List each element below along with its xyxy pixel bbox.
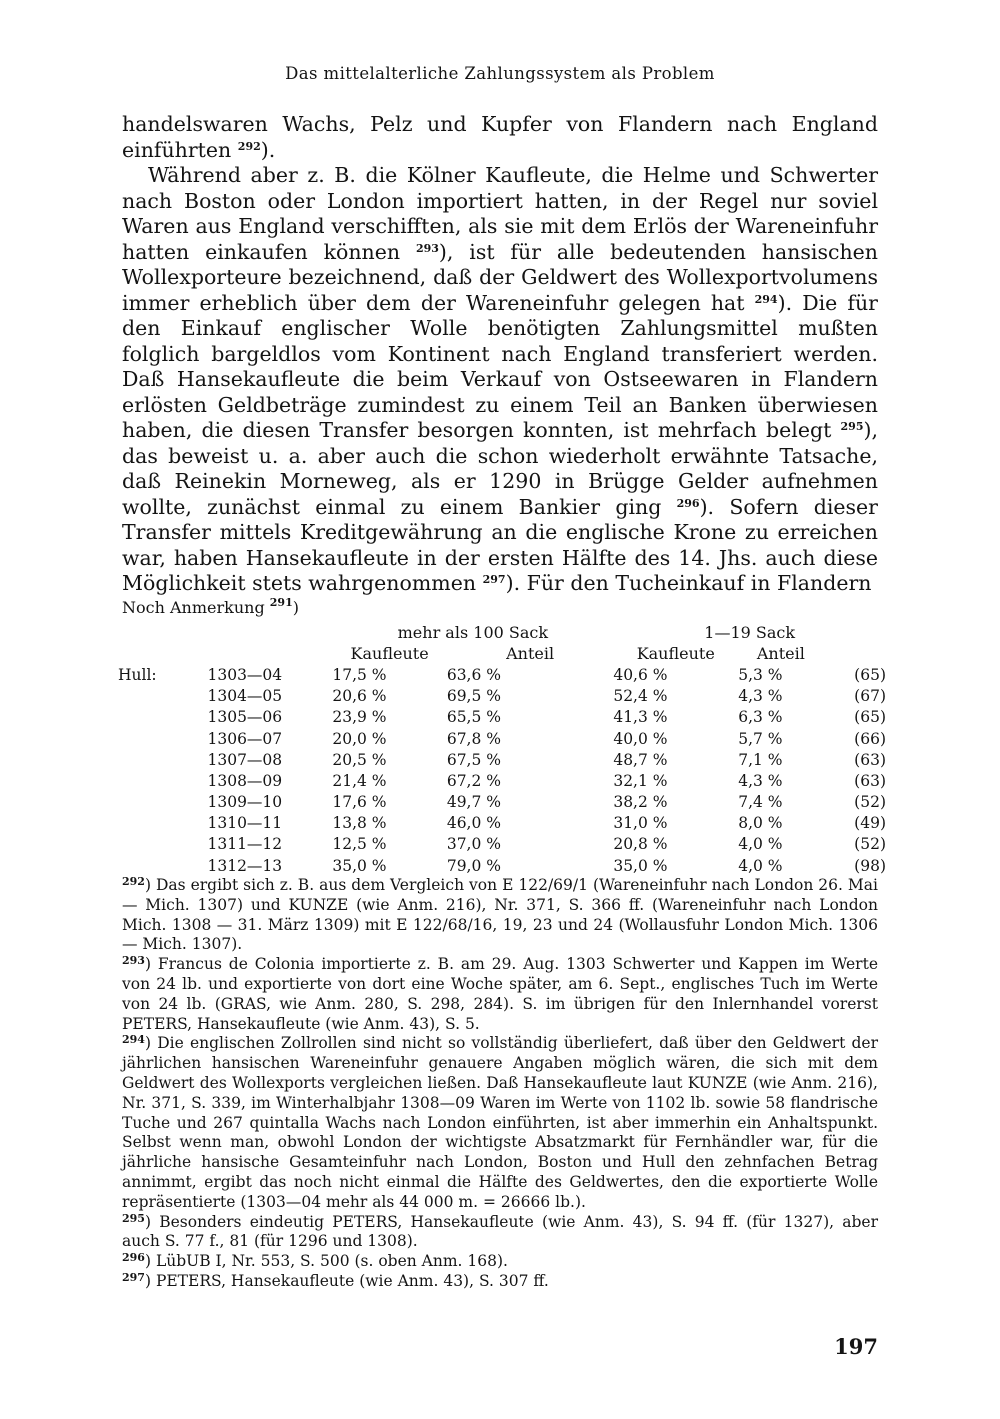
table-group-header <box>118 622 886 643</box>
note-label <box>122 598 299 617</box>
year-cell: 1304—05 <box>207 687 283 706</box>
place-cell <box>118 749 207 770</box>
table-row <box>118 707 886 728</box>
data-table <box>118 622 886 876</box>
footnote <box>122 1252 878 1272</box>
place-cell <box>118 686 207 707</box>
value-cell: 20,5 % <box>332 750 387 769</box>
count-cell: (63) <box>854 750 886 769</box>
table-row <box>118 728 886 749</box>
count-cell: (52) <box>854 793 886 812</box>
value-cell: 7,1 % <box>738 750 783 769</box>
place-cell: Hull: <box>118 665 157 684</box>
table-row <box>118 770 886 791</box>
place-cell <box>118 834 207 855</box>
table-row <box>118 664 886 685</box>
value-cell: 13,8 % <box>332 814 387 833</box>
footnote-ref[interactable]: 297 <box>482 573 506 586</box>
note-label-paren: ) <box>292 598 299 617</box>
footnote-ref[interactable]: 293 <box>415 241 439 255</box>
value-cell: 8,0 % <box>738 814 783 833</box>
place-cell <box>118 707 207 728</box>
value-cell: 67,8 % <box>446 729 501 748</box>
footnote-number: 292 <box>122 875 145 888</box>
paragraph-text: ), das beweist u. a. aber auch die schon wiederholt erwähnte Tatsache, daß Reinekin Morneweg, als er 1290 in Brügge Gelder aufnehmen wollte, zunächst einmal zu einem Bankier ging <box>122 418 878 519</box>
table-row <box>118 686 886 707</box>
col-header-kaufleute: Kaufleute <box>350 644 429 664</box>
count-cell: (52) <box>854 835 886 854</box>
year-cell: 1306—07 <box>207 729 283 748</box>
footnote-ref[interactable]: 294 <box>754 292 778 306</box>
value-cell: 17,5 % <box>332 665 387 684</box>
value-cell: 35,0 % <box>613 856 668 875</box>
year-cell: 1307—08 <box>207 750 283 769</box>
table-row <box>118 834 886 855</box>
footnote-text: ) Das ergibt sich z. B. aus dem Vergleich von E 122/69/1 (Wareneinfuhr nach London 26. Mai — Mich. 1307) und KUNZE (wie Anm. 216), Nr. 371, S. 366 ff. (Wareneinfuhr nach London Mich. 1308 — 31. März 1309) mit E 122/68/16, 19, 23 und 24 (Wollausfuhr London Mich. 1306 — Mich. 1307). <box>122 876 878 954</box>
value-cell: 17,6 % <box>332 793 387 812</box>
count-cell: (65) <box>854 665 886 684</box>
value-cell: 23,9 % <box>332 708 387 727</box>
footnote-text: ) LübUB I, Nr. 553, S. 500 (s. oben Anm. 168). <box>144 1252 508 1271</box>
value-cell: 48,7 % <box>613 750 668 769</box>
footnote-text: ) PETERS, Hansekaufleute (wie Anm. 43), S. 307 ff. <box>144 1271 549 1290</box>
footnote <box>122 1272 878 1292</box>
footnote <box>122 955 878 1034</box>
table-row <box>118 813 886 834</box>
value-cell: 6,3 % <box>738 708 783 727</box>
value-cell: 41,3 % <box>613 708 668 727</box>
paragraph-text: ). <box>260 137 276 162</box>
value-cell: 49,7 % <box>446 793 501 812</box>
footnote <box>122 876 878 955</box>
value-cell: 40,0 % <box>613 729 668 748</box>
value-cell: 20,6 % <box>332 687 387 706</box>
value-cell: 46,0 % <box>446 814 501 833</box>
value-cell: 37,0 % <box>446 835 501 854</box>
value-cell: 69,5 % <box>446 687 501 706</box>
paragraph-text: ). Für den Tucheinkauf in Flandern <box>505 571 872 595</box>
paragraph-text: handelswaren Wachs, Pelz und Kupfer von Flandern nach England einführten <box>122 112 878 162</box>
value-cell: 5,3 % <box>738 665 783 684</box>
year-cell: 1311—12 <box>207 835 283 854</box>
value-cell: 67,5 % <box>446 750 501 769</box>
count-cell: (67) <box>854 687 886 706</box>
value-cell: 7,4 % <box>738 793 783 812</box>
footnote-number: 296 <box>122 1251 145 1265</box>
value-cell: 4,3 % <box>738 687 783 706</box>
footnote-ref[interactable]: 291 <box>269 596 293 609</box>
value-cell: 35,0 % <box>332 856 387 875</box>
footnote-ref[interactable]: 296 <box>676 496 700 510</box>
running-head: Das mittelalterliche Zahlungssystem als Problem <box>285 64 715 83</box>
count-cell: (65) <box>854 708 886 727</box>
place-cell <box>118 855 207 876</box>
value-cell: 32,1 % <box>613 771 668 790</box>
page-number: 197 <box>834 1334 878 1359</box>
group-header-1-19: 1—19 Sack <box>704 623 796 643</box>
year-cell: 1308—09 <box>207 771 283 790</box>
value-cell: 21,4 % <box>332 771 387 790</box>
year-cell: 1309—10 <box>207 793 283 812</box>
footnote-number: 293 <box>122 954 145 968</box>
table-body <box>118 664 886 876</box>
footnotes <box>122 876 878 1292</box>
footnote-number: 294 <box>122 1033 145 1047</box>
col-header-anteil: Anteil <box>756 644 805 664</box>
footnote-ref[interactable]: 292 <box>237 139 261 153</box>
count-cell: (98) <box>854 856 886 875</box>
year-cell: 1310—11 <box>207 814 283 833</box>
value-cell: 31,0 % <box>613 814 668 833</box>
footnote-ref[interactable]: 295 <box>840 420 864 433</box>
count-cell: (63) <box>854 771 886 790</box>
paragraph-text: Während aber z. B. die Kölner Kaufleute, die Helme und Schwerter nach Boston oder London importiert hatten, in der Regel nur soviel Waren aus England verschifften, als sie mit dem Erlös der Wareneinfuhr hatten einkaufen können <box>122 163 878 264</box>
footnote <box>122 1034 878 1212</box>
value-cell: 79,0 % <box>446 856 501 875</box>
col-header-kaufleute: Kaufleute <box>636 644 715 664</box>
value-cell: 63,6 % <box>446 665 501 684</box>
table-row <box>118 855 886 876</box>
place-cell <box>118 813 207 834</box>
place-cell <box>118 728 207 749</box>
value-cell: 40,6 % <box>613 665 668 684</box>
col-header-anteil: Anteil <box>506 644 555 664</box>
value-cell: 4,3 % <box>738 771 783 790</box>
year-cell: 1303—04 <box>207 665 283 684</box>
place-cell <box>118 792 207 813</box>
year-cell: 1305—06 <box>207 708 283 727</box>
count-cell: (49) <box>854 814 886 833</box>
year-cell: 1312—13 <box>207 856 283 875</box>
footnote-text: ) Die englischen Zollrollen sind nicht so vollständig überliefert, daß über den Geldwert der jährlichen hansischen Wareneinfuhr genauere Angaben möglich wären, die sich mit dem Geldwert des Wollexports vergleichen ließen. Daß Hansekaufleute laut KUNZE (wie Anm. 216), Nr. 371, S. 339, im Winterhalbjahr 1308—09 Waren im Werte von 1102 lb. sowie 58 flandrische Tuche und 267 quintalla Wachs nach London einführten, ist aber immerhin ein Anhaltspunkt. Selbst wenn man, obwohl London der wichtigste Absatzmarkt für Fernhändler war, für die jährliche hansische Gesamteinfuhr nach London, Boston und Hull den zehnfachen Betrag annimmt, ergibt das noch nicht einmal die Hälfte des Geldwertes, den die exportierte Wolle repräsentierte (1303—04 mehr als 44 000 m. = 26666 lb.). <box>122 1034 878 1211</box>
note-label-text: Noch Anmerkung <box>122 598 265 617</box>
value-cell: 67,2 % <box>446 771 501 790</box>
paragraph-text: ). Die für den Einkauf englischer Wolle benötigten Zahlungsmittel mußten folglich bargeldlos vom Kontinent nach England transferiert werden. Daß Hansekaufleute die beim Verkauf von Ostseewaren in Flandern erlösten Geldbeträge zumindest zu einem Teil an Banken überwiesen haben, die diesen Transfer besorgen konnten, ist mehrfach belegt <box>122 290 878 442</box>
value-cell: 65,5 % <box>446 708 501 727</box>
value-cell: 38,2 % <box>613 793 668 812</box>
place-cell <box>118 770 207 791</box>
value-cell: 20,8 % <box>613 835 668 854</box>
paragraph-text: ). Sofern dieser Transfer mittels Kreditgewährung an die englische Krone zu erreichen war, haben Hansekaufleute in der ersten Hälfte des 14. Jhs. auch diese Möglichkeit stets wahrgenommen <box>122 494 878 595</box>
value-cell: 20,0 % <box>332 729 387 748</box>
count-cell: (66) <box>854 729 886 748</box>
footnote-text: ) Besonders eindeutig PETERS, Hansekaufleute (wie Anm. 43), S. 94 ff. (für 1327), aber auch S. 77 f., 81 (für 1296 und 1308). <box>122 1212 878 1251</box>
table-row <box>118 792 886 813</box>
body-text <box>122 112 878 597</box>
hull-table <box>118 622 886 876</box>
paragraph-1 <box>122 112 878 163</box>
footnote-number: 295 <box>122 1211 145 1225</box>
value-cell: 5,7 % <box>738 729 783 748</box>
value-cell: 12,5 % <box>332 835 387 854</box>
footnote-number: 297 <box>122 1270 145 1284</box>
footnote <box>122 1213 878 1253</box>
table-sub-header <box>118 643 886 664</box>
value-cell: 4,0 % <box>738 835 783 854</box>
paragraph-text: ), ist für alle bedeutenden hansischen Wollexporteure bezeichnend, daß der Geldwert des Wollexportvolumens immer erheblich über dem der Wareneinfuhr gelegen hat <box>122 239 878 315</box>
value-cell: 4,0 % <box>738 856 783 875</box>
group-header-more-than-100: mehr als 100 Sack <box>397 623 549 643</box>
value-cell: 52,4 % <box>613 687 668 706</box>
footnote-text: ) Francus de Colonia importierte z. B. am 29. Aug. 1303 Schwerter und Kappen im Werte von 24 lb. und exportierte von dort eine Woche später, am 6. Sept., englisches Tuch im Werte von 24 lb. (GRAS, wie Anm. 280, S. 298, 284). S. im übrigen für den Inlernhandel vorerst PETERS, Hansekaufleute (wie Anm. 43), S. 5. <box>122 955 878 1033</box>
table-row <box>118 749 886 770</box>
paragraph-2 <box>122 163 878 597</box>
